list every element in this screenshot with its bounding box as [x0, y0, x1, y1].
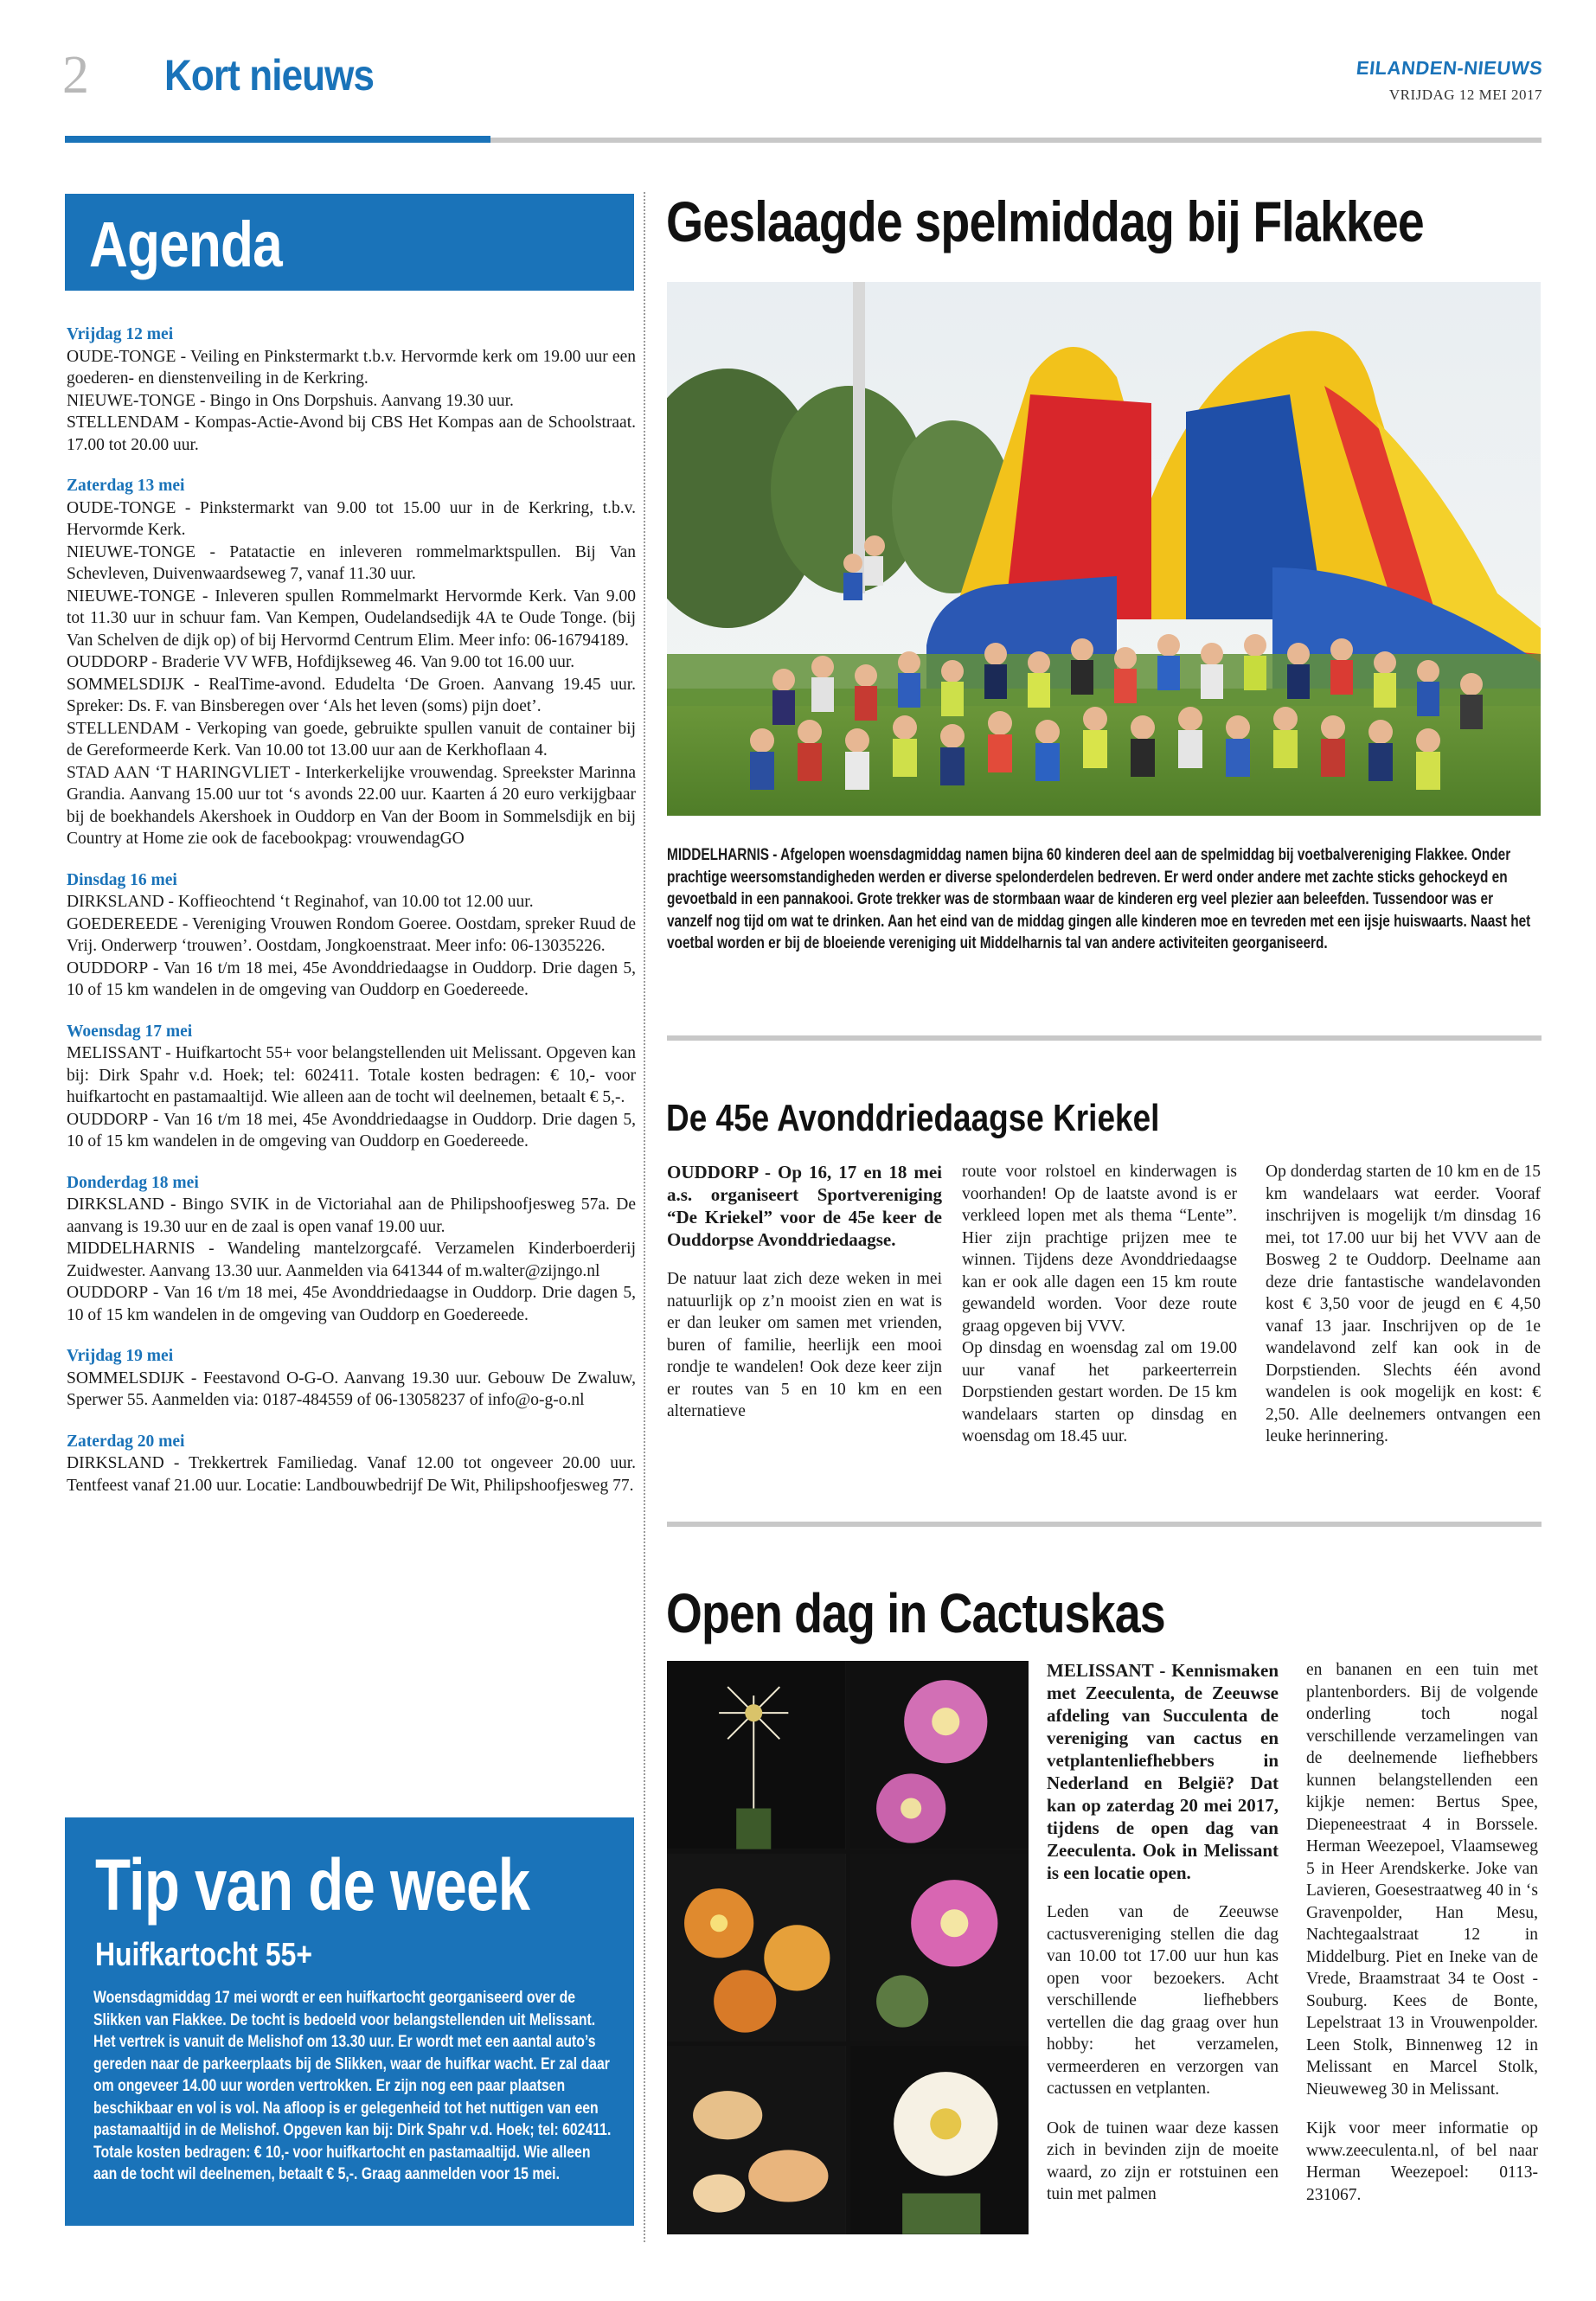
tip-title: Tip van de week: [95, 1844, 530, 1926]
agenda-item: DIRKSLAND - Trekkertrek Familiedag. Vanaf 12.00 tot ongeveer 20.00 uur. Tentfeest vanaf 21.00 uur. Locatie: Landbouwbedrijf De Wit, Philipshoofjesweg 77.: [67, 1454, 636, 1495]
agenda-item: STAD AAN ‘T HARINGVLIET - Interkerkelijke vrouwendag. Spreekster Marinna Grandia. Aanvang 15.00 uur tot ‘s avonds 22.00 uur. Kaarten á 20 euro verkijgbaar bij de boekhandels Akershoek in Ouddorp en Van der Boom in Sommelsdijk en bij Country at Home zie ook de facebookpag: vrouwendagGO: [67, 763, 636, 848]
article-headline-spelmiddag: Geslaagde spelmiddag bij Flakkee: [666, 189, 1424, 253]
article-separator-rule: [667, 1035, 1542, 1041]
article-headline-cactuskas: Open dag in Cactuskas: [666, 1582, 1165, 1644]
agenda-item: OUDDORP - Van 16 t/m 18 mei, 45e Avonddriedaagse in Ouddorp. Drie dagen 5, 10 of 15 km wandelen in de omgeving van Ouddorp en Goedereede.: [67, 1110, 636, 1150]
cactus-photo: [850, 1661, 1029, 1849]
agenda-day-title: Vrijdag 19 mei: [67, 1347, 174, 1365]
agenda-day: [67, 324, 636, 456]
agenda-item: SOMMELSDIJK - Feestavond O-G-O. Aanvang 19.30 uur. Gebouw De Zwaluw, Sperwer 55. Aanmelden via: 0187-484559 of 06-13058237 of info@o-g-o.nl: [67, 1368, 636, 1409]
agenda-item: MIDDELHARNIS - Wandeling mantelzorgcafé. Verzamelen Kinderboerderij Zuidwester. Aanvang 13.30 uur. Aanmelden via 641344 of m.walter@zijngo.nl: [67, 1240, 636, 1280]
photo-children-bouncy-castle: [667, 282, 1541, 816]
article-paragraph: Ook de tuinen waar deze kassen zich in bevinden zijn de moeite waard, zo zijn er rotstuinen een tuin met palmen: [1047, 2118, 1279, 2203]
article-lead: OUDDORP - Op 16, 17 en 18 mei a.s. organiseert Sportvereniging “De Kriekel” voor de 45e keer de Ouddorpse Avonddriedaagse.: [667, 1162, 942, 1250]
article-paragraph: De natuur laat zich deze weken in mei natuurlijk op z’n mooist zien en wat is er dan leuker om samen met vrienden, buren of familie, heerlijk een mooi rondje te wandelen! Ook deze keer zijn er routes van 5 en 10 km en een alternatieve: [667, 1270, 942, 1420]
cactus-photo-collage: [667, 1661, 1029, 2234]
agenda-day-title: Donderdag 18 mei: [67, 1173, 199, 1192]
tip-of-the-week-box: [65, 1817, 634, 2226]
agenda-item: DIRKSLAND - Bingo SVIK in de Victoriahal aan de Philipshoofjesweg 57a. De aanvang is 19.30 uur en de zaal is open vanaf 19.00 uur.: [67, 1195, 636, 1236]
agenda-item: OUDE-TONGE - Veiling en Pinkstermarkt t.b.v. Hervormde kerk om 19.00 uur een goederen- en dienstenveiling in de Kerkring.: [67, 347, 636, 388]
article-column-2: [962, 1161, 1237, 1448]
agenda-item: DIRKSLAND - Koffieochtend ‘t Reginahof, van 10.00 tot 12.00 uur.: [67, 893, 534, 911]
header-rule-accent: [65, 136, 490, 143]
article-column-1: [1047, 1659, 1279, 2223]
agenda-list: [67, 324, 636, 1516]
section-title: Kort nieuws: [164, 51, 375, 99]
cactus-photo: [667, 1854, 846, 2042]
agenda-day-title: Zaterdag 13 mei: [67, 477, 185, 495]
article-paragraph: Op donderdag starten de 10 km en de 15 km wandelaars wat eerder. Vooraf inschrijven is mogelijk t/m dinsdag 16 mei, tot 17.00 uur bij het VVV aan de Bosweg 2 te Ouddorp. Deelname aan deze drie fantastische wandelavonden kost € 3,50 voor de jeugd en € 4,50 vanaf 13 jaar. Inschrijven op de 1e wandelavond zelf kan ook in de Dorpstienden. Slechts één avond wandelen is ook mogelijk en kost: € 2,50. Alle deelnemers ontvangen een leuke herinnering.: [1266, 1163, 1541, 1445]
agenda-day-title: Zaterdag 20 mei: [67, 1432, 185, 1451]
page-number: 2: [62, 46, 89, 105]
cactus-photo: [850, 2046, 1029, 2234]
agenda-day: [67, 869, 636, 1002]
agenda-day: [67, 1172, 636, 1327]
agenda-item: SOMMELSDIJK - RealTime-avond. Edudelta ‘De Groen. Aanvang 19.45 uur. Spreker: Ds. F. van Binsberegen over ‘Als het leven (soms) pijn doet’.: [67, 675, 636, 715]
agenda-day: [67, 475, 636, 850]
masthead-logo: EILANDEN-NIEUWS: [1355, 57, 1544, 79]
agenda-item: OUDDORP - Van 16 t/m 18 mei, 45e Avonddriedaagse in Ouddorp. Drie dagen 5, 10 of 15 km wandelen in de omgeving van Ouddorp en Goedereede.: [67, 958, 636, 999]
article-separator-rule: [667, 1522, 1542, 1527]
agenda-day: [67, 1431, 636, 1497]
article-paragraph: route voor rolstoel en kinderwagen is voorhanden! Op de laatste avond is er verkleed lopen met als thema “Lente”. Hier zijn prachtige prijzen mee te winnen. Tijdens deze Avonddriedaagse kan er ook alle dagen een 15 km route gewandeld worden. Voor deze route graag opgeven bij VVV.: [962, 1163, 1237, 1336]
cactus-photo: [667, 2046, 846, 2234]
cactus-photo: [667, 1661, 846, 1849]
agenda-day-title: Woensdag 17 mei: [67, 1022, 193, 1041]
cactus-photo: [850, 1854, 1029, 2042]
agenda-item: GOEDEREEDE - Vereniging Vrouwen Rondom Goeree. Oostdam, spreker Ruud de Vrij. Onderwerp ‘trouwen’. Oostdam, Jongkoenstraat. Meer info: 06-13035226.: [67, 914, 636, 955]
agenda-item: OUDDORP - Van 16 t/m 18 mei, 45e Avonddriedaagse in Ouddorp. Drie dagen 5, 10 of 15 km wandelen in de omgeving van Ouddorp en Goedereede.: [67, 1284, 636, 1324]
agenda-item: STELLENDAM - Verkoping van goede, gebruikte spullen vanuit de container bij de Gereformeerde Kerk. Van 10.00 tot 13.00 uur aan de Kerkhoflaan 4.: [67, 719, 636, 760]
article-headline-avonddriedaagse: De 45e Avonddriedaagse Kriekel: [666, 1097, 1160, 1139]
article-column-2: [1306, 1659, 1538, 2223]
article-paragraph: Kijk voor meer informatie op www.zeeculenta.nl, of bel naar Herman Weezepoel: 0113-231067.: [1306, 2119, 1538, 2204]
agenda-day-title: Vrijdag 12 mei: [67, 325, 174, 343]
agenda-item: MELISSANT - Huifkartocht 55+ voor belangstellenden uit Melissant. Opgeven kan bij: Dirk Spahr v.d. Hoek; tel: 602411. Totale kosten bedragen: € 10,- voor huifkartocht en pastamaaltijd. Wie alleen aan de tocht wil deelnemen, betaalt € 5,-.: [67, 1044, 636, 1106]
header-rule: [490, 138, 1542, 143]
article-column-1: [667, 1161, 942, 1423]
agenda-day: [67, 1021, 636, 1153]
article-paragraph: en bananen en een tuin met plantenborders. Bij de volgende onderling toch nogal verschillende verzamelingen van de deelnemende liefhebbers kunnen belangstellenden een kijkje nemen: Bertus Spee, Diepeneestraat 4 in Borssele. Herman Weezepoel, Vlaamseweg 5 in Heer Arendskerke. Joke van Lavieren, Goesestraatweg 40 in ‘s Gravenpolder, Han Mesu, Nachtegaalstraat 12 in Middelburg. Piet en Ineke van de Vrede, Braamstraat 34 te Oost - Souburg. Kees de Bonte, Lepelstraat 13 in Vrouwenpolder. Leen Stolk, Binnenweg 12 in Melissant en Marcel Stolk, Nieuweweg 30 in Melissant.: [1306, 1661, 1538, 2099]
photo-caption-spelmiddag: MIDDELHARNIS - Afgelopen woensdagmiddag namen bijna 60 kinderen deel aan de spelmiddag bij voetbalvereniging Flakkee. Onder prachtige weersomstandigheden werden er diverse spelonderdelen bedreven. Er werd onder andere met zachte sticks gehockeyd en gevoetbald in een pannakooi. Grote trekker was de stormbaan waar de kinderen erg veel plezier aan beleefden. Tussendoor was er vanzelf nog tijd om wat te drinken. Aan het eind van de middag gingen alle kinderen moe en tevreden met een ijsje huiswaarts. Naast het voetbal worden er bij de bloeiende vereniging uit Middelharnis tal van andere activiteiten georganiseerd.: [667, 846, 1531, 952]
article-paragraph: Leden van de Zeeuwse cactusvereniging stellen die dag van 10.00 tot 17.00 uur hun kas open voor bezoekers. Acht verschillende liefhebbers vertellen die dag graag over hun hobby: het verzamelen, vermeerderen en verzorgen van cactussen en vetplanten.: [1047, 1903, 1279, 2098]
agenda-day: [67, 1345, 636, 1412]
agenda-item: OUDDORP - Braderie VV WFB, Hofdijkseweg 46. Van 9.00 tot 16.00 uur.: [67, 653, 575, 671]
agenda-item: STELLENDAM - Kompas-Actie-Avond bij CBS Het Kompas aan de Schoolstraat. 17.00 tot 20.00 uur.: [67, 413, 636, 454]
article-column-3: [1266, 1161, 1541, 1448]
agenda-item: NIEUWE-TONGE - Bingo in Ons Dorpshuis. Aanvang 19.30 uur.: [67, 391, 514, 410]
tip-text: Woensdagmiddag 17 mei wordt er een huifkartocht georganiseerd over de Slikken van Flakkee. De tocht is bedoeld voor belangstellenden uit Melissant. Het vertrek is vanuit de Melishof om 13.30 uur. Er wordt met een aantal auto’s gereden naar de parkeerplaats bij de Slikken, waar de huifkar wacht. Er zal daar om ongeveer 14.00 uur worden vertrokken. Er zijn nog een paar plaatsen beschikbaar en vol is vol. Na afloop is er gelegenheid tot het nuttigen van een pastamaaltijd in de Melishof. Opgeven kan bij: Dirk Spahr v.d. Hoek; tel: 602411. Totale kosten bedragen: € 10,- voor huifkartocht en pastamaaltijd. Wie alleen aan de tocht wil deelnemen, betaalt € 5,-. Graag aanmelden voor 15 mei.: [93, 1988, 612, 2183]
issue-date: VRIJDAG 12 MEI 2017: [1388, 87, 1542, 103]
agenda-title: Agenda: [89, 208, 282, 280]
agenda-day-title: Dinsdag 16 mei: [67, 870, 177, 889]
article-paragraph: Op dinsdag en woensdag zal om 19.00 uur vanaf het parkeerterrein Dorpstienden gestart worden. De 15 km wandelaars starten op dinsdag en woensdag om 18.45 uur.: [962, 1339, 1237, 1445]
agenda-item: NIEUWE-TONGE - Inleveren spullen Rommelmarkt Hervormde Kerk. Van 9.00 tot 11.30 uur in schuur fam. Van Kempen, Oudelandsedijk 4A te Oude Tonge. (bij Van Schelven de dijk op) of bij Hervormd Centrum Elim. Meer info: 06-16794189.: [67, 586, 636, 650]
agenda-header-box: [65, 194, 634, 291]
article-lead: MELISSANT - Kennismaken met Zeeculenta, de Zeeuwse afdeling van Succulenta de vereniging van cactus en vetplantenliefhebbers in Nederland en België? Dat kan op zaterdag 20 mei 2017, tijdens de open dag van Zeeculenta. Ook in Melissant is een locatie open.: [1047, 1660, 1279, 1883]
agenda-item: OUDE-TONGE - Pinkstermarkt van 9.00 tot 15.00 uur in de Kerkring, t.b.v. Hervormde Kerk.: [67, 498, 636, 539]
tip-subtitle: Huifkartocht 55+: [95, 1937, 313, 1973]
agenda-item: NIEUWE-TONGE - Patatactie en inleveren rommelmarktspullen. Bij Van Schevleven, Duivenwaardseweg 7, vanaf 11.30 uur.: [67, 542, 636, 583]
column-divider: [644, 192, 645, 2242]
